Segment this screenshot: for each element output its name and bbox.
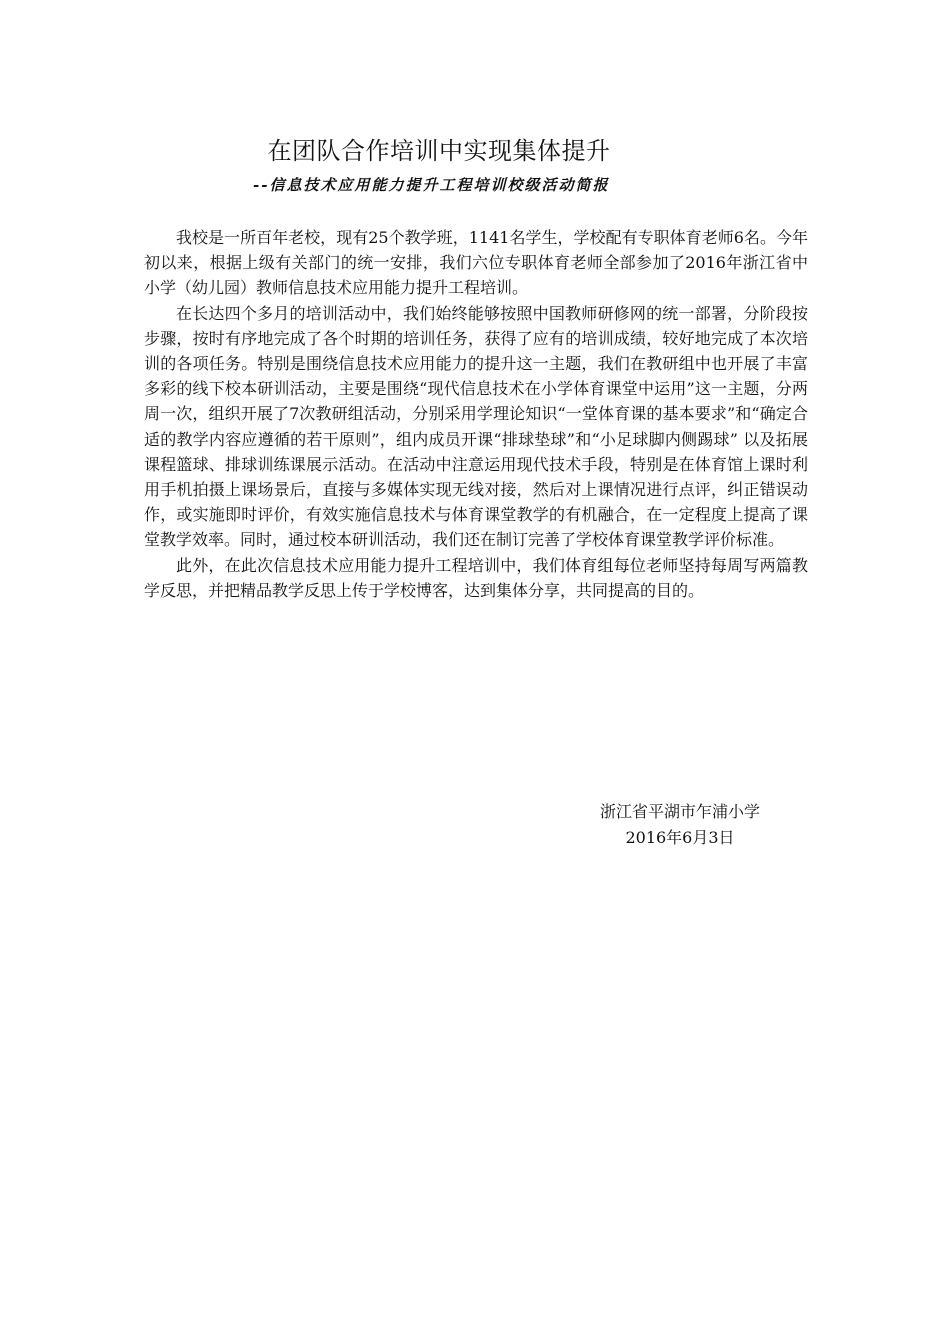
signature-date: 2016年6月3日: [625, 827, 735, 847]
signature-block: [560, 799, 800, 850]
paragraph: 在长达四个多月的培训活动中，我们始终能够按照中国教师研修网的统一部署，分阶段按步骤，按时有序地完成了各个时期的培训任务，获得了应有的培训成绩，较好地完成了本次培训的各项任务。特别是围绕信息技术应用能力的提升这一主题，我们在教研组中也开展了丰富多彩的线下校本研训活动，主要是围绕“现代信息技术在小学体育课堂中运用”这一主题，分两周一次，组织开展了7次教研组活动，分别采用学理论知识“一堂体育课的基本要求”和“确定合适的教学内容应遵循的若干原则”，组内成员开课“排球垫球”和“小足球脚内侧踢球” 以及拓展课程篮球、排球训练课展示活动。在活动中注意运用现代技术手段，特别是在体育馆上课时利用手机拍摄上课场景后，直接与多媒体实现无线对接，然后对上课情况进行点评，纠正错误动作，或实施即时评价，有效实施信息技术与体育课堂教学的有机融合，在一定程度上提高了课堂教学效率。同时，通过校本研训活动，我们还在制订完善了学校体育课堂教学评价标准。: [144, 303, 808, 550]
document-subtitle: --信息技术应用能力提升工程培训校级活动简报: [253, 176, 610, 194]
document-title: 在团队合作培训中实现集体提升: [267, 137, 611, 165]
signature-organization: 浙江省平湖市乍浦小学: [599, 802, 760, 821]
paragraph: 我校是一所百年老校，现有25个教学班，1141名学生，学校配有专职体育老师6名。今年初以来，根据上级有关部门的统一安排，我们六位专职体育老师全部参加了2016年浙江省中小学（幼儿园）教师信息技术应用能力提升工程培训。: [144, 228, 808, 298]
document-body: [144, 225, 808, 603]
paragraph: 此外，在此次信息技术应用能力提升工程培训中，我们体育组每位老师坚持每周写两篇教学反思，并把精品教学反思上传于学校博客，达到集体分享，共同提高的目的。: [144, 555, 808, 600]
